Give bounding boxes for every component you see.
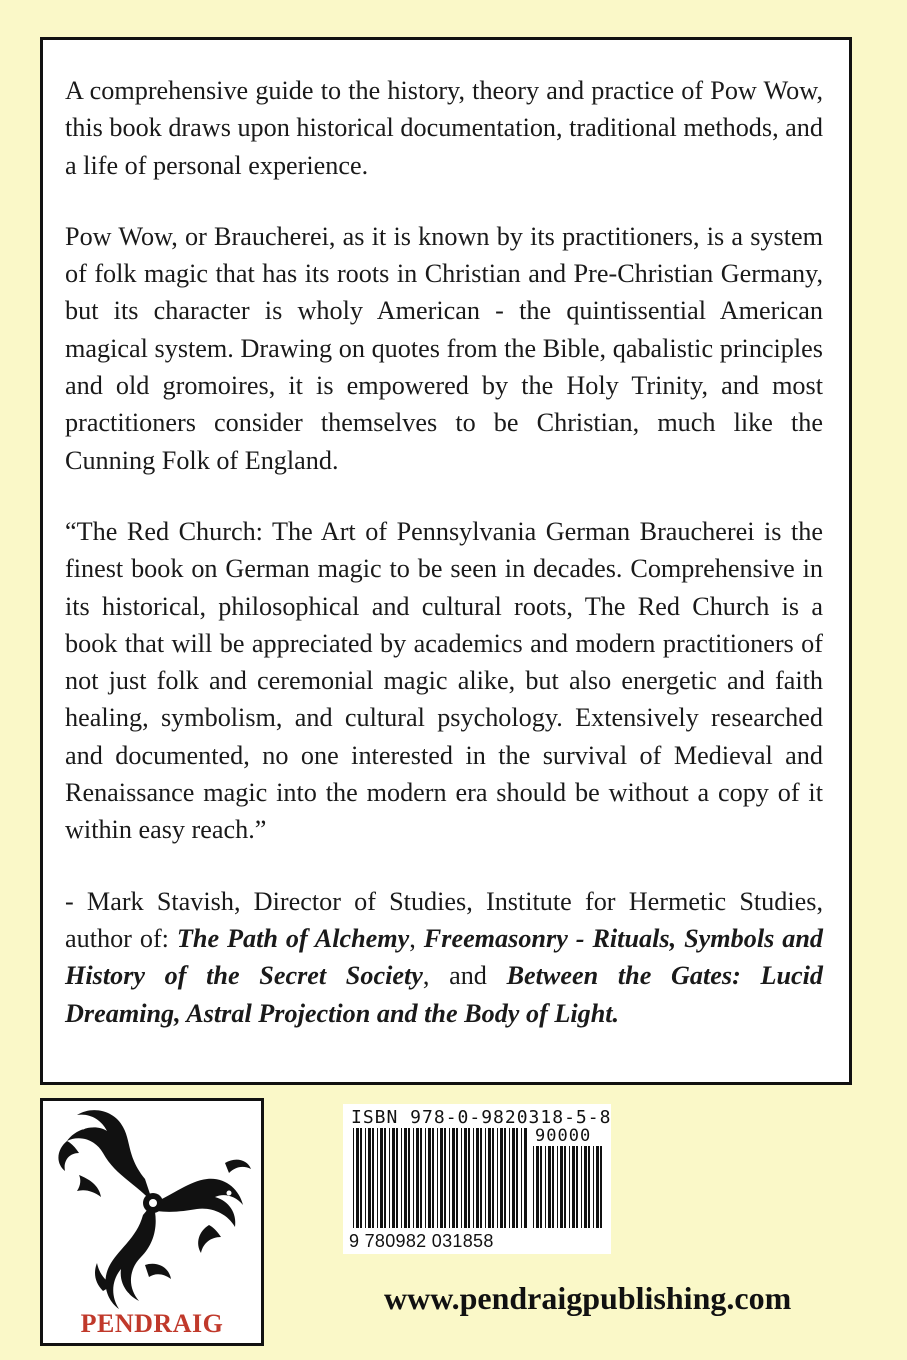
barcode-bar (516, 1128, 518, 1228)
barcode-bar (576, 1146, 578, 1228)
quote-attribution (65, 883, 823, 1032)
barcode-bar (360, 1128, 362, 1228)
barcode-bar (548, 1146, 551, 1228)
triple-dragon-triskele-icon (49, 1105, 255, 1313)
attribution-lead: - Mark Stavish, Director of Studies, Institute for Hermetic Studies, author of: (65, 886, 823, 953)
barcode-bar (420, 1128, 422, 1228)
barcode-bars (349, 1128, 605, 1232)
barcode-bar (533, 1146, 534, 1228)
barcode-bar (492, 1128, 494, 1228)
barcode-bar (509, 1128, 510, 1228)
barcode-bar (572, 1146, 575, 1228)
barcode-bar (353, 1128, 354, 1228)
barcode-bar (564, 1146, 566, 1228)
barcode-bar (384, 1128, 386, 1228)
barcode-bar (416, 1128, 419, 1228)
attribution-separator-2: , and (422, 961, 507, 991)
barcode-bar (485, 1128, 486, 1228)
barcode-bar (461, 1128, 462, 1228)
barcode-bar (521, 1128, 522, 1228)
barcode-bar (456, 1128, 458, 1228)
barcode-bar (569, 1146, 570, 1228)
barcode-bar (380, 1128, 383, 1228)
barcode-bar (473, 1128, 474, 1228)
barcode-bar (476, 1128, 479, 1228)
attribution-separator-1: , (409, 923, 424, 953)
publisher-website: www.pendraigpublishing.com (384, 1280, 792, 1316)
barcode-bar (512, 1128, 515, 1228)
barcode-bar (480, 1128, 482, 1228)
barcode-bar (392, 1128, 395, 1228)
description-paragraph-2: Pow Wow, or Braucherei, as it is known by its practitioners, is a system of folk magic that has its roots in Christian and Pre-Christian Germany, but its character is wholy American - the quintissential American magical system. Drawing on quotes from the Bible, qabalistic principles and old gromoires, it is empowered by the Holy Trinity, and most practitioners consider themselves to be Christian, much like the Cunning Folk of England. (65, 221, 823, 475)
isbn-label: ISBN 978-0-9820318-5-8 (351, 1107, 612, 1128)
barcode-bar (545, 1146, 546, 1228)
barcode-bar (596, 1146, 599, 1228)
back-cover-text-panel (40, 37, 852, 1085)
barcode-bar (377, 1128, 378, 1228)
book-title-1: The Path of Alchemy (176, 923, 410, 953)
isbn-barcode (343, 1104, 611, 1254)
barcode-bar (444, 1128, 446, 1228)
barcode-bar (524, 1128, 527, 1228)
barcode-bar (404, 1128, 407, 1228)
barcode-bar (389, 1128, 390, 1228)
barcode-bar (488, 1128, 491, 1228)
barcode-bar (600, 1146, 602, 1228)
barcode-bar (588, 1146, 590, 1228)
barcode-bar (356, 1128, 359, 1228)
book-title-3: Between the Gates: Lucid Dreaming, Astral Projection and the Body of Light. (65, 961, 823, 1028)
barcode-bar (401, 1128, 402, 1228)
price-code: 90000 (535, 1126, 592, 1146)
barcode-bar (408, 1128, 410, 1228)
barcode-bar (560, 1146, 563, 1228)
barcode-bar (437, 1128, 438, 1228)
barcode-bar (581, 1146, 582, 1228)
barcode-bar (584, 1146, 587, 1228)
barcode-bar (452, 1128, 455, 1228)
barcode-bar (368, 1128, 371, 1228)
barcode-bar (500, 1128, 503, 1228)
barcode-bar (432, 1128, 434, 1228)
barcode-bar (540, 1146, 542, 1228)
barcode-bar (449, 1128, 450, 1228)
review-quote: “The Red Church: The Art of Pennsylvania German Braucherei is the finest book on German magic to be seen in decades. Comprehensive in its historical, philosophical and cultural roots, The Red Church is a book that will be appreciated by academics and modern practitioners of not just folk and ceremonial magic alike, but also energetic and faith healing, symbolism, and cultural psychology. Extensively researched and documented, no one interested in the survival of Medieval and Renaissance magic into the modern era should be without a copy of it within easy reach.” (65, 516, 823, 845)
publisher-logo-text: PENDRAIG (80, 1309, 224, 1338)
barcode-bar (557, 1146, 558, 1228)
barcode-bar (428, 1128, 431, 1228)
book-title-2: Freemasonry - Rituals, Symbols and History of the Secret Society (65, 923, 823, 991)
barcode-bar (440, 1128, 443, 1228)
barcode-bar (593, 1146, 594, 1228)
publisher-logo (40, 1098, 264, 1346)
barcode-bar (497, 1128, 498, 1228)
barcode-bar (413, 1128, 414, 1228)
barcode-bar (504, 1128, 506, 1228)
ean-digits: 9 780982 031858 (349, 1231, 494, 1251)
barcode-bar (536, 1146, 539, 1228)
barcode-bar (468, 1128, 470, 1228)
barcode-bar (396, 1128, 398, 1228)
barcode-bar (464, 1128, 467, 1228)
description-paragraph-1: A comprehensive guide to the history, theory and practice of Pow Wow, this book draws upon historical documentation, traditional methods, and a life of personal experience. (65, 76, 823, 180)
barcode-bar (372, 1128, 374, 1228)
barcode-bar (365, 1128, 366, 1228)
barcode-bar (552, 1146, 554, 1228)
barcode-bar (425, 1128, 426, 1228)
